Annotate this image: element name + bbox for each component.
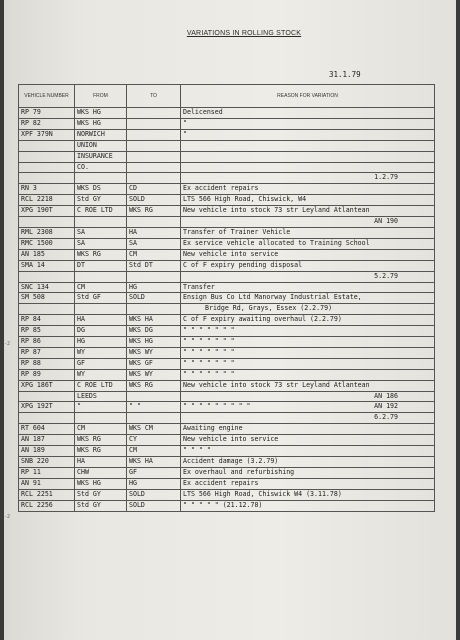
reason-cell: C of F expiry pending disposal [181,260,435,271]
to-cell: CY [127,435,181,446]
from-cell: CHW [75,467,127,478]
to-cell: CM [127,446,181,457]
to-cell: WKS RG [127,380,181,391]
reason-cell: LTS 566 High Road, Chiswick W4 (3.11.78) [181,489,435,500]
from-cell: INSURANCE [75,151,127,162]
to-cell [127,217,181,228]
vehicle-number-cell: XPG 190T [19,206,75,217]
vehicle-number-cell: RCL 2218 [19,195,75,206]
to-cell: SOLD [127,293,181,304]
table-row [19,108,435,119]
vehicle-number-cell [19,140,75,151]
reason-cell: " " " " " (21.12.78) [181,500,435,511]
table-row [19,446,435,457]
vehicle-number-cell: RP 85 [19,326,75,337]
table-row [19,293,435,304]
vehicle-number-cell: SNC 134 [19,282,75,293]
reason-cell: New vehicle into service [181,249,435,260]
to-cell [127,151,181,162]
document-date: 31.1.79 [329,70,361,79]
vehicle-number-cell: SM 508 [19,293,75,304]
from-cell: CM [75,424,127,435]
to-cell: WKS CM [127,424,181,435]
to-cell: " " [127,402,181,413]
reason-cell: Ex accident repairs [181,184,435,195]
reason-cell: New vehicle into stock 73 str Leyland Atlantean [181,380,435,391]
table-row [19,391,435,402]
to-cell: WKS WY [127,347,181,358]
table-row [19,467,435,478]
reason-cell: 5.2.79 [181,271,435,282]
reason-cell: " " " " [181,446,435,457]
table-row [19,173,435,184]
table-row [19,500,435,511]
table-row [19,326,435,337]
reason-note: AN 192 [374,402,398,411]
from-cell: NORWICH [75,129,127,140]
table-row [19,369,435,380]
vehicle-number-cell [19,217,75,228]
vehicle-number-cell [19,162,75,173]
vehicle-number-cell [19,304,75,315]
to-cell: SOLD [127,195,181,206]
table-row [19,206,435,217]
table-row [19,260,435,271]
vehicle-number-cell [19,271,75,282]
vehicle-number-cell: RT 604 [19,424,75,435]
vehicle-number-cell: RMC 1500 [19,238,75,249]
reason-cell: " [181,129,435,140]
table-row [19,380,435,391]
reason-cell: AN 186 [181,391,435,402]
from-cell: WKS RG [75,446,127,457]
from-cell [75,217,127,228]
reason-cell: " [181,118,435,129]
from-cell: DT [75,260,127,271]
to-cell: HA [127,227,181,238]
reason-cell: New vehicle into stock 73 str Leyland Atlantean [181,206,435,217]
from-cell: HA [75,457,127,468]
from-cell: Std GY [75,500,127,511]
from-cell: SA [75,238,127,249]
from-cell: C ROE LTD [75,206,127,217]
to-cell: CM [127,249,181,260]
table-row [19,457,435,468]
table-row [19,402,435,413]
reason-cell: 1.2.79 [181,173,435,184]
to-cell: WKS RG [127,206,181,217]
margin-note: -2 [4,514,11,520]
reason-cell: Ensign Bus Co Ltd Manorway Industrial Estate, [181,293,435,304]
from-cell: Std GY [75,489,127,500]
from-cell: WKS HG [75,478,127,489]
vehicle-number-cell: RP 87 [19,347,75,358]
table-row [19,337,435,348]
header-reason: REASON FOR VARIATION [181,85,435,108]
table-row [19,195,435,206]
vehicle-number-cell: XPG 192T [19,402,75,413]
reason-cell: New vehicle into service [181,435,435,446]
reason-cell: " " " " " " " [181,358,435,369]
table-row [19,282,435,293]
table-header-row [19,85,435,108]
from-cell: CM [75,282,127,293]
vehicle-number-cell: AN 91 [19,478,75,489]
from-cell: UNION [75,140,127,151]
vehicle-number-cell: RN 3 [19,184,75,195]
table-row [19,184,435,195]
to-cell [127,413,181,424]
from-cell: WKS RG [75,249,127,260]
from-cell: WY [75,369,127,380]
table-row [19,347,435,358]
from-cell: WKS HG [75,118,127,129]
reason-cell [181,162,435,173]
from-cell [75,413,127,424]
table-row [19,478,435,489]
reason-cell [181,402,435,413]
vehicle-number-cell: AN 187 [19,435,75,446]
to-cell: GF [127,467,181,478]
to-cell: Std DT [127,260,181,271]
to-cell [127,129,181,140]
vehicle-number-cell: RP 82 [19,118,75,129]
vehicle-number-cell: RP 84 [19,315,75,326]
table-row [19,271,435,282]
reason-cell: C of F expiry awaiting overhaul (2.2.79) [181,315,435,326]
reason-cell: Ex overhaul and refurbishing [181,467,435,478]
table-row [19,424,435,435]
to-cell [127,304,181,315]
from-cell: WKS HG [75,108,127,119]
document-title: VARIATIONS IN ROLLING STOCK [186,30,302,37]
reason-cell: " " " " " " " [181,369,435,380]
reason-cell: LTS 566 High Road, Chiswick, W4 [181,195,435,206]
table-row [19,140,435,151]
to-cell: WKS GF [127,358,181,369]
header-from: FROM [75,85,127,108]
vehicle-number-cell [19,391,75,402]
to-cell: WKS HG [127,337,181,348]
reason-cell: " " " " " " " [181,326,435,337]
from-cell: SA [75,227,127,238]
vehicle-number-cell: AN 185 [19,249,75,260]
from-cell: C ROE LTD [75,380,127,391]
vehicle-number-cell: RML 2308 [19,227,75,238]
table-row [19,238,435,249]
to-cell: SOLD [127,500,181,511]
table-row [19,162,435,173]
vehicle-number-cell [19,413,75,424]
from-cell: DG [75,326,127,337]
to-cell: WKS WY [127,369,181,380]
to-cell: CD [127,184,181,195]
from-cell: WY [75,347,127,358]
document-page [4,0,456,640]
vehicle-number-cell: RP 86 [19,337,75,348]
from-cell [75,173,127,184]
from-cell: Std GF [75,293,127,304]
to-cell: HG [127,478,181,489]
vehicle-number-cell: AN 189 [19,446,75,457]
to-cell: SA [127,238,181,249]
from-cell: " [75,402,127,413]
reason-cell: AN 190 [181,217,435,228]
table-row [19,227,435,238]
from-cell: HA [75,315,127,326]
reason-cell: Ex accident repairs [181,478,435,489]
from-cell [75,271,127,282]
to-cell: HG [127,282,181,293]
reason-cell: Transfer [181,282,435,293]
table-row [19,435,435,446]
reason-cell: " " " " " " " [181,337,435,348]
reason-cell: 6.2.79 [181,413,435,424]
from-cell [75,304,127,315]
vehicle-number-cell [19,151,75,162]
reason-cell: Ex service vehicle allocated to Training School [181,238,435,249]
from-cell: LEEDS [75,391,127,402]
reason-cell: Delicensed [181,108,435,119]
reason-cell [181,151,435,162]
table-row [19,217,435,228]
reason-cell: " " " " " " " [181,347,435,358]
header-vehicle-number: VEHICLE NUMBER [19,85,75,108]
table-row [19,304,435,315]
reason-cell [181,140,435,151]
from-cell: GF [75,358,127,369]
vehicle-number-cell: RP 79 [19,108,75,119]
reason-text: " " " " " " " " " [183,402,251,411]
table-row [19,358,435,369]
header-to: TO [127,85,181,108]
from-cell: CO. [75,162,127,173]
vehicle-number-cell: XPG 186T [19,380,75,391]
to-cell [127,140,181,151]
to-cell: WKS HA [127,315,181,326]
table-row [19,118,435,129]
table-row [19,151,435,162]
variations-table [18,84,435,512]
table-row [19,315,435,326]
vehicle-number-cell: RP 88 [19,358,75,369]
to-cell: WKS DG [127,326,181,337]
vehicle-number-cell: RCL 2256 [19,500,75,511]
to-cell: WKS HA [127,457,181,468]
vehicle-number-cell: RP 11 [19,467,75,478]
to-cell [127,391,181,402]
table-row [19,249,435,260]
reason-cell: Bridge Rd, Grays, Essex (2.2.79) [181,304,435,315]
vehicle-number-cell: XPF 379N [19,129,75,140]
from-cell: Std GY [75,195,127,206]
vehicle-number-cell: SMA 14 [19,260,75,271]
vehicle-number-cell: SNB 220 [19,457,75,468]
to-cell [127,118,181,129]
table-row [19,129,435,140]
margin-note: -2 [4,341,11,347]
vehicle-number-cell: RCL 2251 [19,489,75,500]
to-cell [127,271,181,282]
table-row [19,489,435,500]
to-cell [127,173,181,184]
table-row [19,413,435,424]
from-cell: WKS DS [75,184,127,195]
to-cell [127,162,181,173]
from-cell: WKS RG [75,435,127,446]
vehicle-number-cell [19,173,75,184]
to-cell: SOLD [127,489,181,500]
reason-cell: Transfer of Trainer Vehicle [181,227,435,238]
to-cell [127,108,181,119]
reason-cell: Accident damage (3.2.79) [181,457,435,468]
reason-cell: Awaiting engine [181,424,435,435]
vehicle-number-cell: RP 89 [19,369,75,380]
from-cell: HG [75,337,127,348]
